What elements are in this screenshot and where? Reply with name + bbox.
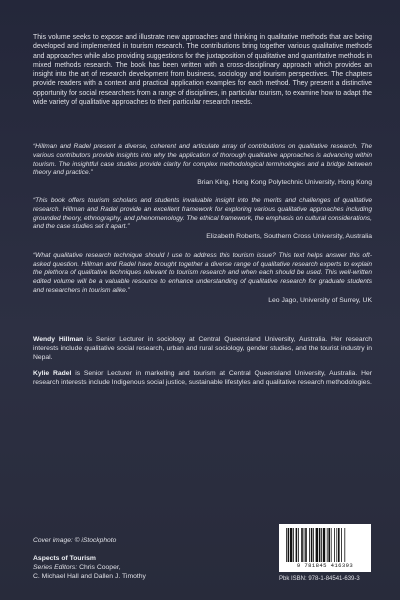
author-bio	[33, 369, 372, 387]
barcode-bar	[334, 528, 335, 562]
barcode-bar	[344, 528, 345, 562]
barcode-bar	[321, 528, 322, 562]
series-editors: Chris Cooper,	[77, 564, 121, 571]
barcode-bar	[341, 528, 342, 562]
barcode	[279, 524, 371, 572]
barcode-bar	[316, 528, 318, 562]
endorsement-quote	[33, 252, 372, 305]
cover-image-credit: Cover image: © iStockphoto	[33, 537, 117, 544]
endorsement-quote	[33, 143, 372, 187]
quote-attribution: Brian King, Hong Kong Polytechnic University, Hong Kong	[197, 179, 372, 187]
series-editors-line	[33, 563, 146, 572]
quote-text: “This book offers tourism scholars and students invaluable insight into the merits and challenges of qualitative research. Hillman and Radel provide an excellent framework for exploring various qualitative approaches including grounded theory, ethnography, and phenomenology. The ethical framework, the emphasis on cultural considerations, and the case studies set it apart.”	[33, 197, 372, 231]
quote-attribution: Leo Jago, University of Surrey, UK	[268, 296, 372, 304]
series-editors-continued: C. Michael Hall and Dallen J. Timothy	[33, 573, 146, 580]
barcode-bar	[336, 528, 337, 562]
book-description: This volume seeks to expose and illustrate new approaches and thinking in qualitative methods that are being developed and implemented in tourism research. The contributions bring together various qualitative methods and approaches while also providing suggestions for the juxtaposition of qualitative and quantitative methods in mixed methods research. The book has been written with a cross-disciplinary approach which provides an insight into the art of research development from business, sociology and tourism perspectives. The chapters provide readers with a context and practical application examples for each method. They present a distinctive opportunity for social researchers from a range of disciplines, in particular tourism, to examine how to adapt the wide variety of qualitative approaches to their particular research needs.	[33, 34, 372, 107]
endorsement-quote	[33, 197, 372, 241]
barcode-bar	[293, 528, 294, 562]
barcode-bar	[319, 528, 321, 562]
author-name: Wendy Hillman	[33, 335, 84, 343]
quote-text: “What qualitative research technique should I use to address this tourism issue? This text helps answer this oft-asked question. Hillman and Radel have brought together a diverse range of qualitative research experts to explain the plethora of qualitative techniques relevant to tourism research and when each should be used. This well-written edited volume will be a valuable resource to enhance understanding of qualitative research for graduate students and researchers in tourism alike.”	[33, 252, 372, 294]
isbn: Pbk ISBN: 978-1-84541-639-3	[279, 576, 360, 582]
barcode-bar	[323, 528, 325, 562]
barcode-bar	[309, 528, 310, 562]
barcode-bar	[327, 528, 328, 562]
barcode-bar	[288, 528, 290, 562]
barcode-bar	[286, 528, 287, 562]
barcode-bar	[313, 528, 314, 562]
barcode-bar	[296, 528, 298, 562]
barcode-bar	[311, 528, 313, 562]
barcode-bars	[285, 528, 365, 562]
quote-text: “Hillman and Radel present a diverse, coherent and articulate array of contributions on qualitative research. The various contributors provide insights into why the application of thorough qualitative approaches is advancing within tourism. The insightful case studies provide clarity for complex methodological terminologies and a bridge between theory and practice.”	[33, 143, 372, 177]
barcode-bar	[304, 528, 305, 562]
barcode-bar	[301, 528, 303, 562]
barcode-bar	[328, 528, 330, 562]
barcode-number: 9 781845 416393	[296, 562, 354, 569]
author-bio	[33, 335, 372, 362]
series-editors-label: Series Editors:	[33, 564, 78, 571]
barcode-bar	[290, 528, 292, 562]
author-bio-text: is Senior Lecturer in sociology at Central Queensland University, Australia. Her research interests include qualitative social research, urban and rural sociology, gender studies, and the tourist industry in Nepal.	[33, 335, 372, 361]
barcode-bar	[331, 528, 332, 562]
barcode-bar	[305, 528, 307, 562]
barcode-bar	[298, 528, 299, 562]
series-info	[33, 554, 146, 581]
author-bio-text: is Senior Lecturer in marketing and tourism at Central Queensland University, Australia. Her research interests include Indigenous social justice, sustainable lifestyles and qualitative research methodologies.	[33, 369, 373, 386]
series-title: Aspects of Tourism	[33, 555, 96, 562]
quote-attribution: Elizabeth Roberts, Southern Cross University, Australia	[206, 233, 372, 240]
barcode-bar	[338, 528, 340, 562]
author-name: Kylie Radel	[33, 369, 72, 377]
